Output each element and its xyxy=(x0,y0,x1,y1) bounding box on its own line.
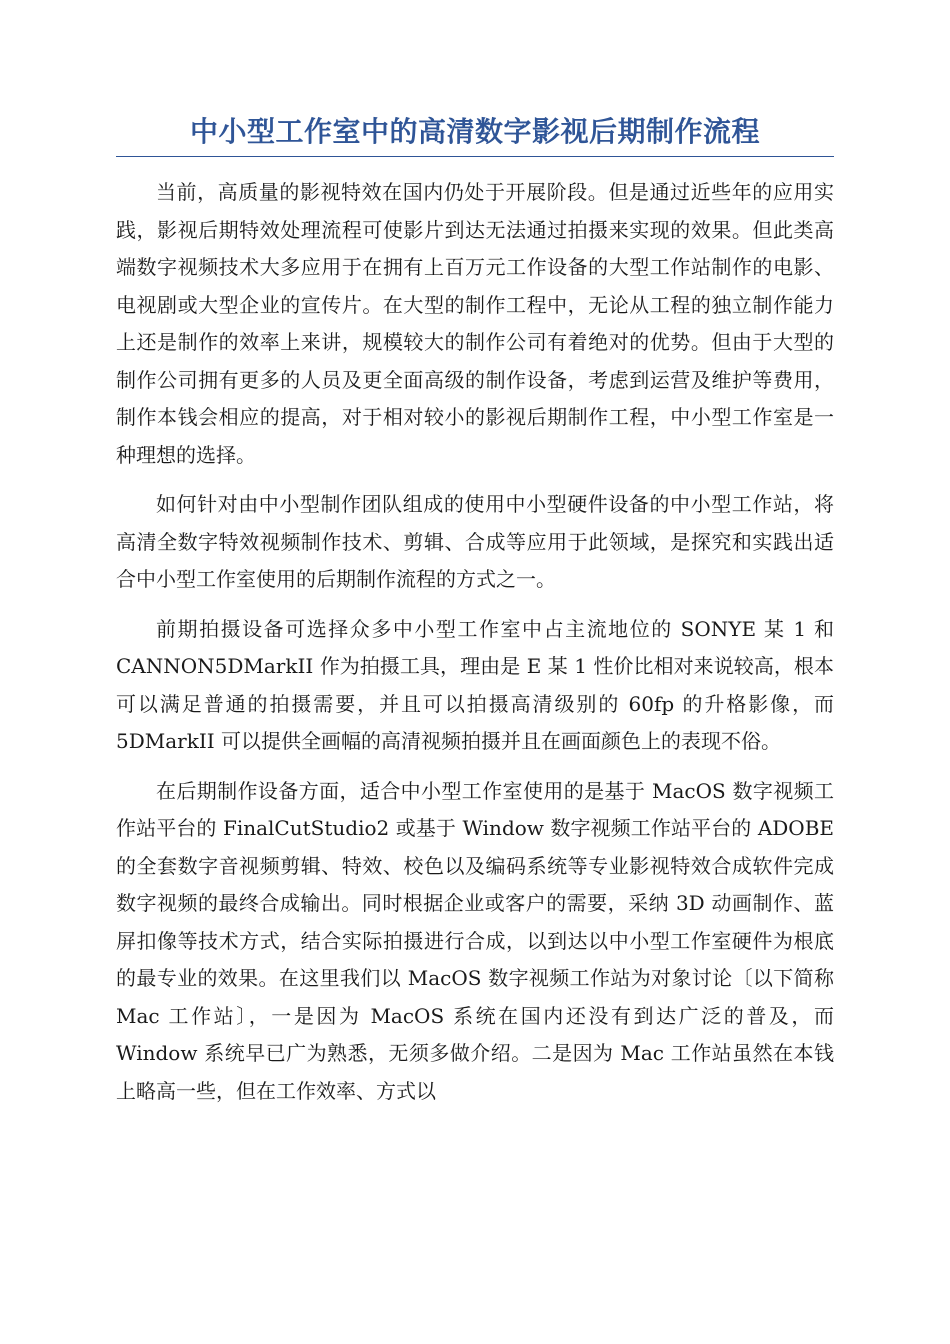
paragraph-2: 如何针对由中小型制作团队组成的使用中小型硬件设备的中小型工作站，将高清全数字特效视频制作技术、剪辑、合成等应用于此领域，是探究和实践出适合中小型工作室使用的后期制作流程的方式之一。 xyxy=(116,492,834,591)
paragraph-3: 前期拍摄设备可选择众多中小型工作室中占主流地位的 SONYE 某 1 和 CANNON5DMarkII 作为拍摄工具，理由是 E 某 1 性价比相对来说较高，根本可以满足普通的拍摄需要，并且可以拍摄高清级别的 60fp 的升格影像，而 5DMarkII 可以提供全画幅的高清视频拍摄并且在画面颜色上的表现不俗。 xyxy=(116,616,834,753)
document-title: 中小型工作室中的高清数字影视后期制作流程 xyxy=(189,115,760,148)
title-block xyxy=(116,112,834,157)
paragraph-1: 当前，高质量的影视特效在国内仍处于开展阶段。但是通过近些年的应用实践，影视后期特效处理流程可使影片到达无法通过拍摄来实现的效果。但此类高端数字视频技术大多应用于在拥有上百万元工作设备的大型工作站制作的电影、电视剧或大型企业的宣传片。在大型的制作工程中，无论从工程的独立制作能力上还是制作的效率上来讲，规模较大的制作公司有着绝对的优势。但由于大型的制作公司拥有更多的人员及更全面高级的制作设备，考虑到运营及维护等费用，制作本钱会相应的提高，对于相对较小的影视后期制作工程，中小型工作室是一种理想的选择。 xyxy=(116,180,834,467)
paragraph-4: 在后期制作设备方面，适合中小型工作室使用的是基于 MacOS 数字视频工作站平台的 FinalCutStudio2 或基于 Window 数字视频工作站平台的 ADOBE 的全套数字音视频剪辑、特效、校色以及编码系统等专业影视特效合成软件完成数字视频的最终合成输出。同时根据企业或客户的需要，采纳 3D 动画制作、蓝屏扣像等技术方式，结合实际拍摄进行合成，以到达以中小型工作室硬件为根底的最专业的效果。在这里我们以 MacOS 数字视频工作站为对象讨论〔以下简称 Mac 工作站〕，一是因为 MacOS 系统在国内还没有到达广泛的普及，而 Window 系统早已广为熟悉，无须多做介绍。二是因为 Mac 工作站虽然在本钱上略高一些，但在工作效率、方式以 xyxy=(116,778,834,1103)
document-body xyxy=(116,174,834,1110)
